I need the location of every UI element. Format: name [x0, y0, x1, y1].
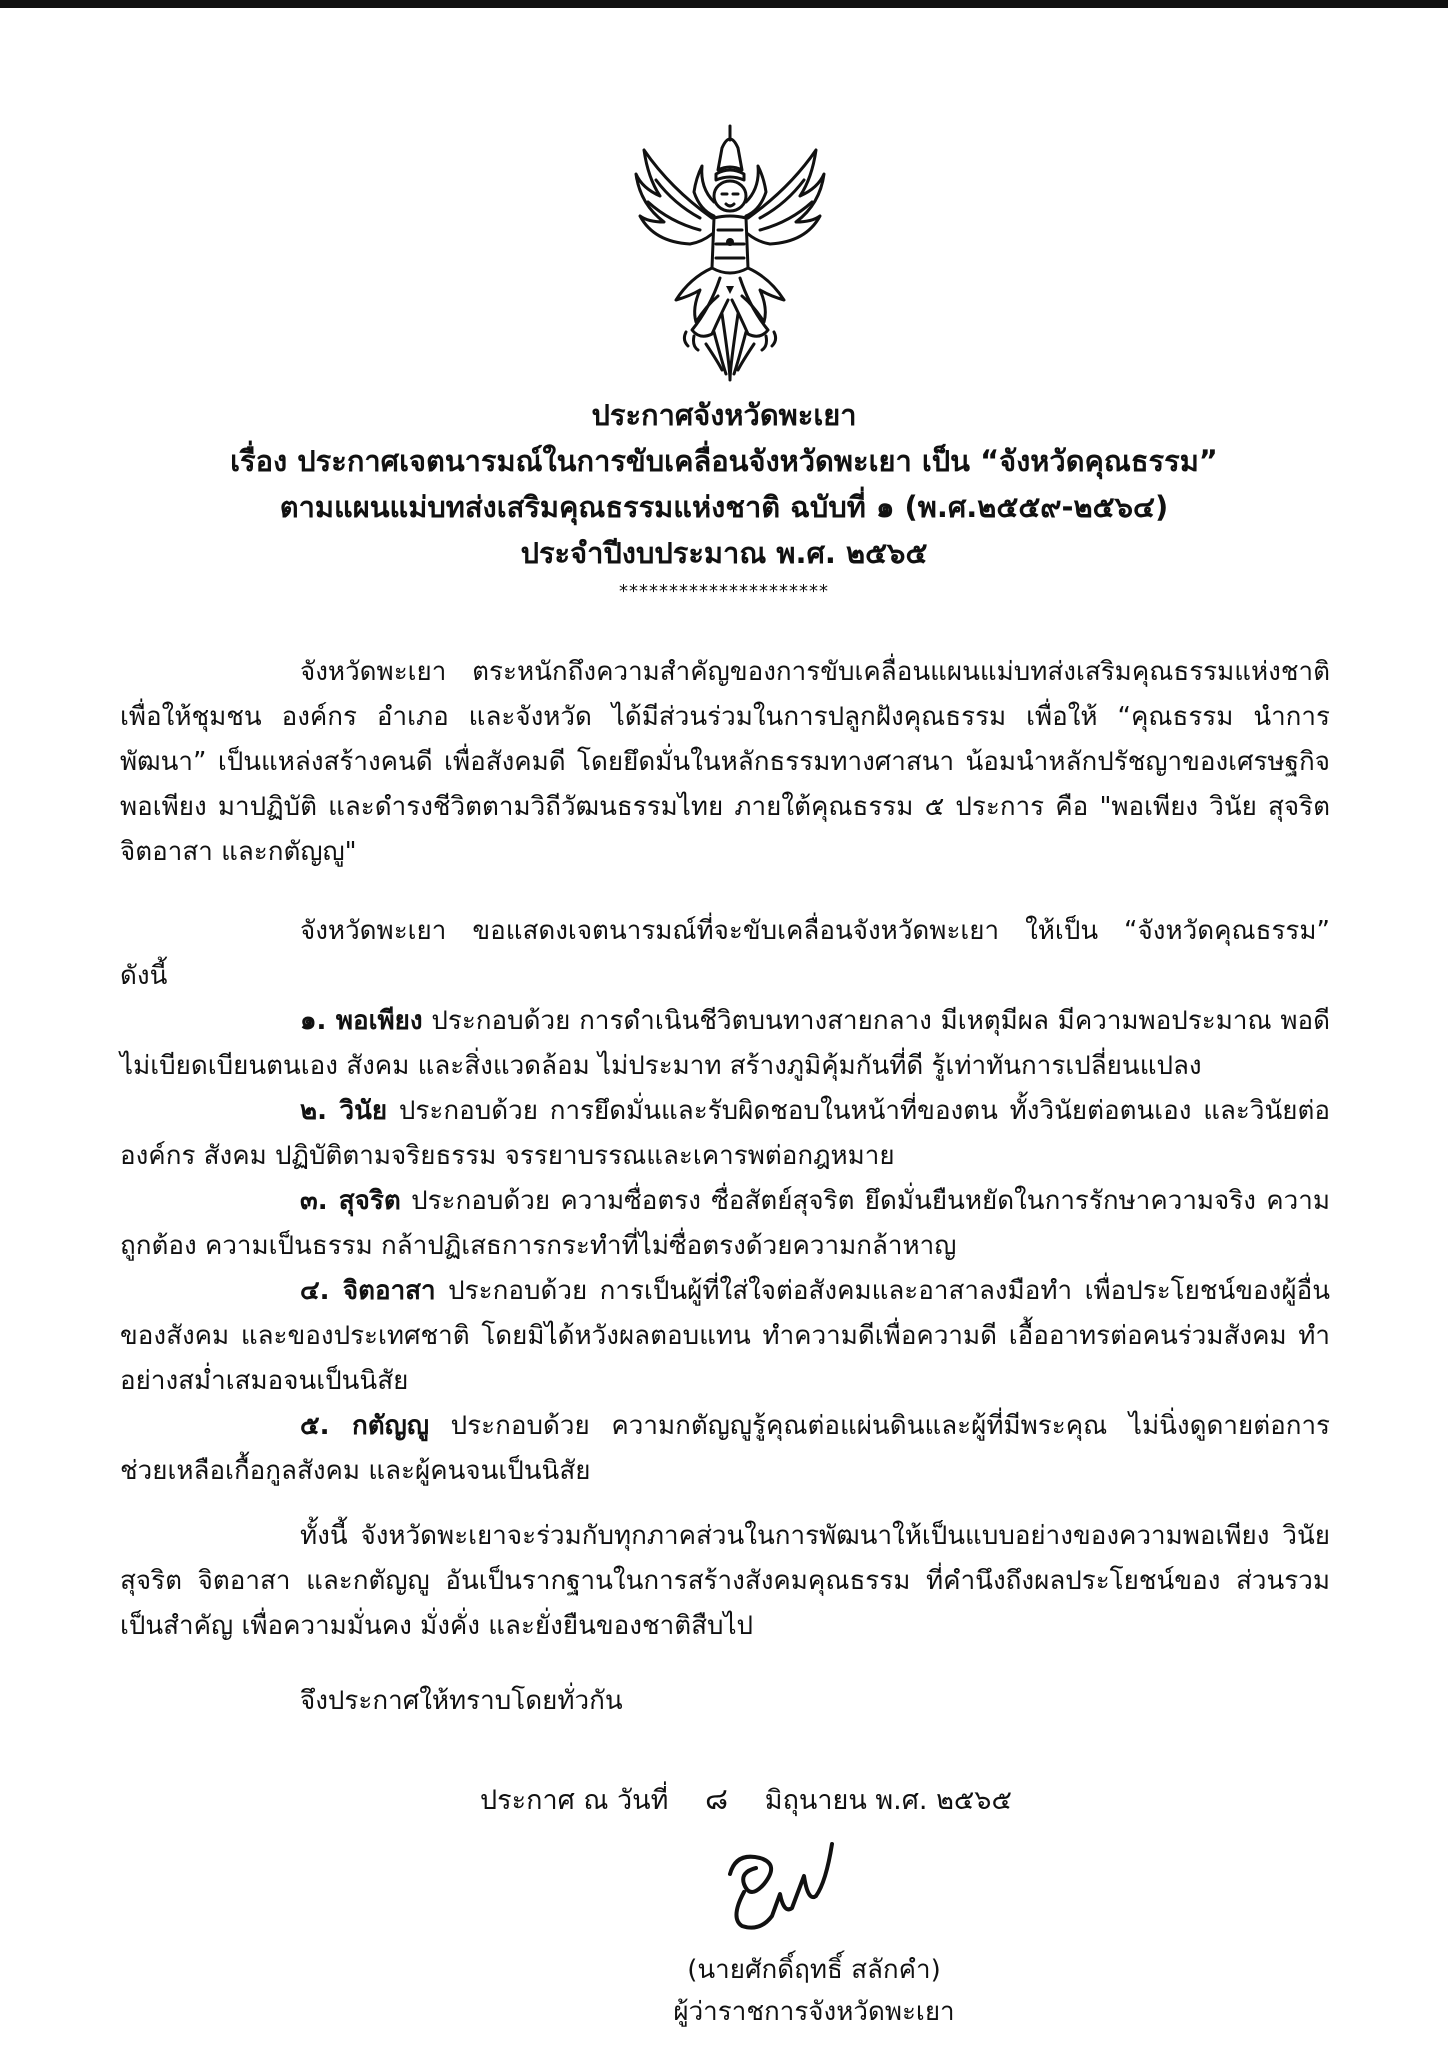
item-text: ประกอบด้วย ความซื่อตรง ซื่อสัตย์สุจริต ยึดมั่นยืนหยัดในการรักษาความจริง ความถูกต้อง ความเป็นธรรม กล้าปฏิเสธการกระทำที่ไม่ซื่อตรงด้วยความกล้าหาญ	[120, 1186, 1331, 1261]
separator: *********************	[619, 581, 829, 602]
item-title: ๓. สุจริต	[300, 1186, 401, 1216]
closing-paragraph: ทั้งนี้ จังหวัดพะเยาจะร่วมกับทุกภาคส่วนในการพัฒนาให้เป็นแบบอย่างของความพอเพียง วินัย สุจริต จิตอาสา และกตัญญู อันเป็นรากฐานในการสร้างสังคมคุณธรรม ที่คำนึงถึงผลประโยชน์ของ ส่วนรวมเป็นสำคัญ เพื่อความมั่นคง มั่งคั่ง และยั่งยืนของชาติสืบไป	[120, 1521, 1330, 1641]
list-item	[120, 1089, 1330, 1179]
announce-line: จึงประกาศให้ทราบโดยทั่วกัน	[300, 1686, 623, 1716]
date-month-year: มิถุนายน พ.ศ. ๒๕๖๕	[764, 1785, 1012, 1816]
list-item	[120, 1179, 1330, 1269]
date-prefix: ประกาศ ณ วันที่	[480, 1785, 669, 1816]
item-text: ประกอบด้วย การดำเนินชีวิตบนทางสายกลาง มีเหตุมีผล มีความพอประมาณ พอดี ไม่เบียดเบียนตนเอง สังคม และสิ่งแวดล้อม ไม่ประมาท สร้างภูมิคุ้มกันที่ดี รู้เท่าทันการเปลี่ยนแปลง	[120, 1006, 1330, 1081]
item-text: ประกอบด้วย การยึดมั่นและรับผิดชอบในหน้าที่ของตน ทั้งวินัยต่อตนเอง และวินัยต่อ องค์กร สังคม ปฏิบัติตามจริยธรรม จรรยาบรรณและเคารพต่อกฎหมาย	[120, 1096, 1330, 1171]
item-title: ๒. วินัย	[300, 1096, 388, 1126]
lead-paragraph: จังหวัดพะเยา ขอแสดงเจตนารมณ์ที่จะขับเคลื่อนจังหวัดพะเยา ให้เป็น “จังหวัดคุณธรรม” ดังนี้	[120, 916, 1330, 991]
signature-icon	[700, 1822, 860, 1942]
page-title: ประกาศจังหวัดพะเยา	[591, 398, 857, 432]
date-line	[480, 1780, 1012, 1821]
item-title: ๑. พอเพียง	[300, 1006, 423, 1036]
list-item	[120, 1404, 1330, 1494]
item-text: ประกอบด้วย ความกตัญญูรู้คุณต่อแผ่นดินและผู้ที่มีพระคุณ ไม่นิ่งดูดายต่อการ ช่วยเหลือเกื้อกูลสังคม และผู้คนจนเป็นนิสัย	[120, 1411, 1331, 1486]
item-text: ประกอบด้วย การเป็นผู้ที่ใส่ใจต่อสังคมและอาสาลงมือทำ เพื่อประโยชน์ของผู้อื่น ของสังคม และของประเทศชาติ โดยมิได้หวังผลตอบแทน ทำความดีเพื่อความดี เอื้ออาทรต่อคนร่วมสังคม ทำอย่างสม่ำเสมอจนเป็นนิสัย	[120, 1276, 1330, 1396]
fiscal-year-line: ประจำปีงบประมาณ พ.ศ. ๒๕๖๕	[520, 536, 928, 570]
date-day: ๘	[705, 1782, 729, 1817]
subject-line: เรื่อง ประกาศเจตนารมณ์ในการขับเคลื่อนจังหวัดพะเยา เป็น “จังหวัดคุณธรรม”	[230, 444, 1218, 478]
item-title: ๔. จิตอาสา	[300, 1276, 436, 1306]
document-body	[120, 650, 1330, 1724]
item-title: ๕. กตัญญู	[300, 1411, 429, 1441]
list-item	[120, 999, 1330, 1089]
intro-paragraph: จังหวัดพะเยา ตระหนักถึงความสำคัญของการขับเคลื่อนแผนแม่บทส่งเสริมคุณธรรมแห่งชาติ เพื่อให้ชุมชน องค์กร อำเภอ และจังหวัด ได้มีส่วนร่วมในการปลูกฝังคุณธรรม เพื่อให้ “คุณธรรม นำการพัฒนา” เป็นแหล่งสร้างคนดี เพื่อสังคมดี โดยยึดมั่นในหลักธรรมทางศาสนา น้อมนำหลักปรัชญาของเศรษฐกิจพอเพียง มาปฏิบัติ และดำรงชีวิตตามวิถีวัฒนธรรมไทย ภายใต้คุณธรรม ๕ ประการ คือ "พอเพียง วินัย สุจริต จิตอาสา และกตัญญู"	[120, 657, 1330, 867]
signer-name: (นายศักดิ์ฤทธิ์ สลักคำ)	[687, 1955, 941, 1985]
list-item	[120, 1269, 1330, 1404]
garuda-emblem-icon	[630, 118, 830, 388]
top-border	[0, 0, 1448, 8]
header	[0, 392, 1448, 604]
plan-line: ตามแผนแม่บทส่งเสริมคุณธรรมแห่งชาติ ฉบับที่ ๑ (พ.ศ.๒๕๕๙-๒๕๖๔)	[279, 490, 1169, 524]
signer-position: ผู้ว่าราชการจังหวัดพะเยา	[673, 1997, 955, 2027]
